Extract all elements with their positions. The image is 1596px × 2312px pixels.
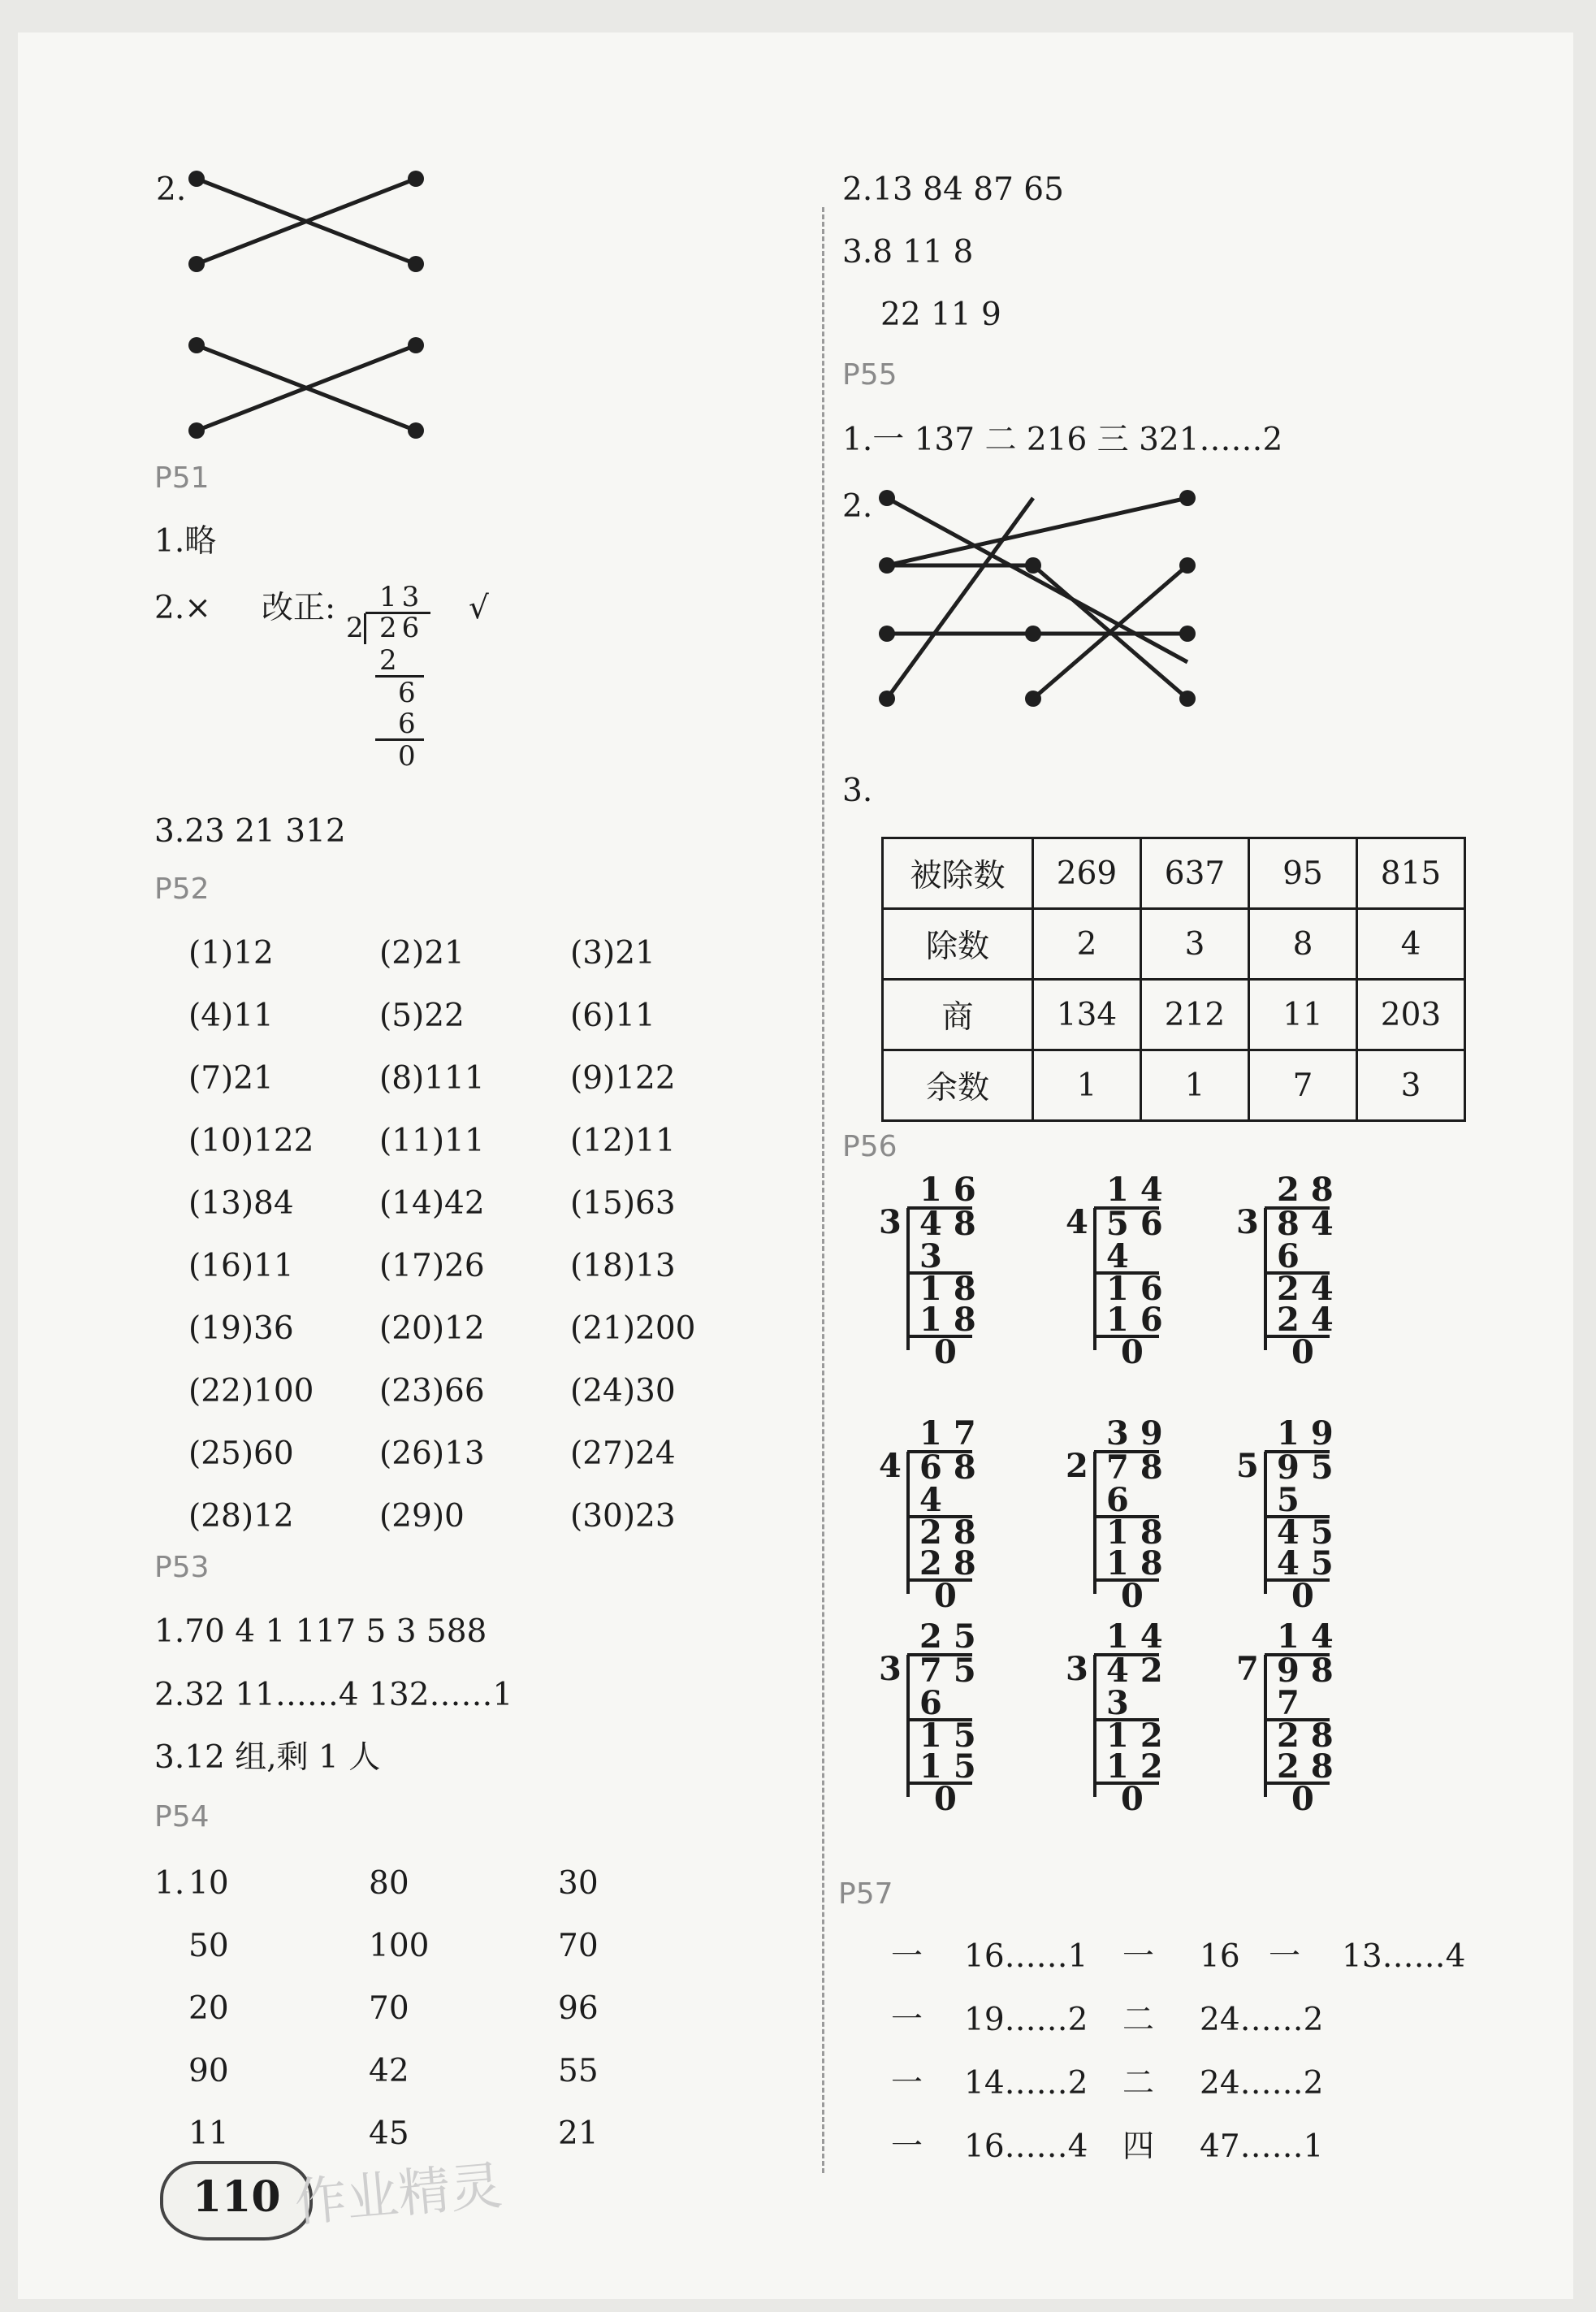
quotient: 14 xyxy=(1106,1171,1174,1209)
long-division xyxy=(871,1617,1033,1818)
row-label: 除数 xyxy=(883,909,1033,980)
division-bracket xyxy=(906,1208,910,1350)
dividend: 68 xyxy=(919,1448,988,1487)
top-q2: 2.13 84 87 65 xyxy=(842,171,1064,208)
table-cell: 8 xyxy=(1249,909,1357,980)
table-row xyxy=(883,1050,1465,1121)
step: 15 xyxy=(919,1747,988,1786)
p57-item: 24……2 xyxy=(1200,2002,1324,2038)
p52-item: (3)21 xyxy=(570,935,655,972)
p57-item: 16 xyxy=(1200,1938,1240,1975)
step: 6 xyxy=(1277,1237,1311,1275)
division-bracket xyxy=(1093,1452,1096,1594)
p52-item: (8)111 xyxy=(379,1060,485,1097)
dividend: 95 xyxy=(1277,1448,1345,1487)
step: 2 xyxy=(379,644,397,677)
p52-item: (2)21 xyxy=(379,935,465,972)
row-label: 余数 xyxy=(883,1050,1033,1121)
remainder: 0 xyxy=(1121,1780,1155,1818)
p54-item: 96 xyxy=(558,1990,599,2027)
p52-item: (5)22 xyxy=(379,998,465,1034)
p54-item: 70 xyxy=(558,1928,599,1964)
p57-item: 一 xyxy=(891,2128,923,2165)
p52-item: (17)26 xyxy=(379,1248,485,1284)
long-division xyxy=(871,1171,1033,1371)
remainder: 0 xyxy=(1291,1577,1326,1615)
dividend: 48 xyxy=(919,1205,988,1243)
step: 6 xyxy=(1106,1481,1140,1519)
division-bracket xyxy=(906,1452,910,1594)
dividend: 56 xyxy=(1106,1205,1174,1243)
step: 28 xyxy=(919,1513,988,1552)
step: 18 xyxy=(1106,1513,1174,1552)
step: 18 xyxy=(919,1301,988,1339)
p52-item: (26)13 xyxy=(379,1435,485,1472)
p52-item: (29)0 xyxy=(379,1498,465,1535)
long-division xyxy=(1058,1617,1220,1818)
p55-q3-label: 3. xyxy=(842,773,873,809)
dividend: 75 xyxy=(919,1652,988,1690)
step: 18 xyxy=(919,1270,988,1308)
p52-item: (1)12 xyxy=(188,935,274,972)
header-p53: P53 xyxy=(154,1551,210,1584)
p52-item: (6)11 xyxy=(570,998,655,1034)
divisor: 3 xyxy=(879,1203,902,1241)
p57-item: 一 xyxy=(891,2065,923,2102)
table-cell: 4 xyxy=(1357,909,1465,980)
p53-q3: 3.12 组,剩 1 人 xyxy=(154,1739,381,1776)
p54-q1-label: 1. xyxy=(154,1865,185,1902)
remainder: 0 xyxy=(1121,1577,1155,1615)
page-number: 110 xyxy=(192,2172,281,2222)
p52-item: (15)63 xyxy=(570,1185,676,1222)
p52-item: (16)11 xyxy=(188,1248,294,1284)
table-cell: 212 xyxy=(1141,980,1249,1050)
divisor: 4 xyxy=(1066,1203,1088,1241)
p54-item: 90 xyxy=(188,2053,229,2089)
p54-item: 20 xyxy=(188,1990,229,2027)
p54-item: 100 xyxy=(369,1928,430,1964)
p54-item: 70 xyxy=(369,1990,409,2027)
header-p57: P57 xyxy=(838,1877,893,1911)
long-division xyxy=(1228,1414,1391,1615)
p52-item: (21)200 xyxy=(570,1310,696,1347)
step: 24 xyxy=(1277,1270,1345,1308)
answer-page xyxy=(18,32,1573,2299)
step: 24 xyxy=(1277,1301,1345,1339)
table-row xyxy=(883,909,1465,980)
step: 7 xyxy=(1277,1684,1311,1722)
p52-item: (20)12 xyxy=(379,1310,485,1347)
p51-q2-label: 2.× xyxy=(154,590,211,626)
remainder: 0 xyxy=(934,1333,968,1371)
p57-item: 一 xyxy=(1122,1938,1155,1975)
row-label: 商 xyxy=(883,980,1033,1050)
p57-item: 一 xyxy=(1269,1938,1301,1975)
header-p55: P55 xyxy=(842,358,897,392)
division-table xyxy=(881,837,1466,1122)
step: 6 xyxy=(919,1684,954,1722)
row-label: 被除数 xyxy=(883,838,1033,909)
header-p51: P51 xyxy=(154,461,210,495)
division-bracket xyxy=(906,1655,910,1797)
p57-item: 二 xyxy=(1122,2065,1155,2102)
divisor: 3 xyxy=(1236,1203,1259,1241)
divisor: 3 xyxy=(879,1650,902,1688)
divisor: 5 xyxy=(1236,1447,1259,1485)
p55-q1: 1.一 137 二 216 三 321……2 xyxy=(842,422,1283,458)
table-cell: 11 xyxy=(1249,980,1357,1050)
long-division xyxy=(1228,1171,1391,1371)
remainder: 0 xyxy=(398,740,416,773)
division-bracket xyxy=(1264,1655,1267,1797)
step: 45 xyxy=(1277,1513,1345,1552)
table-cell: 3 xyxy=(1141,909,1249,980)
long-division xyxy=(871,1414,1033,1615)
p54-item: 50 xyxy=(188,1928,229,1964)
p57-item: 一 xyxy=(891,1938,923,1975)
division-bracket xyxy=(1093,1208,1096,1350)
p57-item: 19……2 xyxy=(964,2002,1088,2038)
p52-item: (25)60 xyxy=(188,1435,294,1472)
table-cell: 7 xyxy=(1249,1050,1357,1121)
p52-item: (9)122 xyxy=(570,1060,676,1097)
remainder: 0 xyxy=(1121,1333,1155,1371)
dividend: 84 xyxy=(1277,1205,1345,1243)
p57-item: 16……1 xyxy=(964,1938,1088,1975)
p57-item: 16……4 xyxy=(964,2128,1088,2165)
p51-q1: 1.略 xyxy=(154,523,217,560)
remainder: 0 xyxy=(1291,1780,1326,1818)
table-cell: 1 xyxy=(1033,1050,1141,1121)
p52-item: (24)30 xyxy=(570,1373,676,1409)
step: 16 xyxy=(1106,1270,1174,1308)
p52-item: (4)11 xyxy=(188,998,274,1034)
long-division xyxy=(1228,1617,1391,1818)
table-cell: 269 xyxy=(1033,838,1141,909)
table-cell: 2 xyxy=(1033,909,1141,980)
p52-item: (14)42 xyxy=(379,1185,485,1222)
p52-item: (7)21 xyxy=(188,1060,274,1097)
p51-q3: 3.23 21 312 xyxy=(154,813,346,850)
step: 6 xyxy=(398,677,416,709)
remainder: 0 xyxy=(934,1577,968,1615)
table-cell: 95 xyxy=(1249,838,1357,909)
step: 3 xyxy=(1106,1684,1140,1722)
division-bracket xyxy=(1264,1208,1267,1350)
step: 18 xyxy=(1106,1544,1174,1582)
remainder: 0 xyxy=(1291,1333,1326,1371)
p52-item: (28)12 xyxy=(188,1498,294,1535)
table-cell: 637 xyxy=(1141,838,1249,909)
table-cell: 203 xyxy=(1357,980,1465,1050)
quotient: 19 xyxy=(1277,1414,1345,1453)
step: 15 xyxy=(919,1717,988,1755)
p54-item: 42 xyxy=(369,2053,409,2089)
p54-item: 80 xyxy=(369,1865,409,1902)
dividend: 98 xyxy=(1277,1652,1345,1690)
p53-q2: 2.32 11……4 132……1 xyxy=(154,1677,513,1713)
watermark: 作业精灵 xyxy=(292,2155,505,2234)
division-bracket xyxy=(1264,1452,1267,1594)
table-cell: 815 xyxy=(1357,838,1465,909)
p54-item: 55 xyxy=(558,2053,599,2089)
p52-item: (19)36 xyxy=(188,1310,294,1347)
check-mark: √ xyxy=(469,590,489,626)
dividend: 78 xyxy=(1106,1448,1174,1487)
p51-correction-label: 改正: xyxy=(262,590,336,626)
p54-item: 11 xyxy=(188,2115,229,2152)
step: 12 xyxy=(1106,1717,1174,1755)
p55-q2-label: 2. xyxy=(842,488,873,525)
long-division xyxy=(1058,1171,1220,1371)
p52-item: (13)84 xyxy=(188,1185,294,1222)
divisor: 7 xyxy=(1236,1650,1259,1688)
p57-item: 24……2 xyxy=(1200,2065,1324,2102)
quotient: 17 xyxy=(919,1414,988,1453)
p52-item: (30)23 xyxy=(570,1498,676,1535)
long-division xyxy=(1058,1414,1220,1615)
quotient: 25 xyxy=(919,1617,988,1656)
page-number-badge xyxy=(160,2161,306,2234)
p54-item: 30 xyxy=(558,1865,599,1902)
step: 45 xyxy=(1277,1544,1345,1582)
divisor: 2 xyxy=(346,612,364,644)
table-cell: 1 xyxy=(1141,1050,1249,1121)
top-q3b: 22 11 9 xyxy=(880,297,1001,333)
quotient: 39 xyxy=(1106,1414,1174,1453)
header-p56: P56 xyxy=(842,1130,897,1163)
p52-item: (23)66 xyxy=(379,1373,485,1409)
table-cell: 3 xyxy=(1357,1050,1465,1121)
step: 4 xyxy=(1106,1237,1140,1275)
p57-item: 一 xyxy=(891,2002,923,2038)
step: 6 xyxy=(398,708,416,740)
p57-item: 13……4 xyxy=(1342,1938,1466,1975)
p52-item: (27)24 xyxy=(570,1435,676,1472)
p52-item: (12)11 xyxy=(570,1123,676,1159)
top-q3a: 3.8 11 8 xyxy=(842,234,974,271)
step: 12 xyxy=(1106,1747,1174,1786)
dividend: 42 xyxy=(1106,1652,1174,1690)
q2-label: 2. xyxy=(156,171,187,208)
table-row xyxy=(883,838,1465,909)
step: 4 xyxy=(919,1481,954,1519)
p57-item: 14……2 xyxy=(964,2065,1088,2102)
p53-q1: 1.70 4 1 117 5 3 588 xyxy=(154,1613,487,1650)
step: 28 xyxy=(1277,1747,1345,1786)
p57-item: 四 xyxy=(1122,2128,1155,2165)
quotient: 14 xyxy=(1106,1617,1174,1656)
quotient: 13 xyxy=(379,581,425,613)
p52-item: (11)11 xyxy=(379,1123,485,1159)
header-p54: P54 xyxy=(154,1800,210,1834)
step: 5 xyxy=(1277,1481,1311,1519)
division-bracket xyxy=(1093,1655,1096,1797)
step: 16 xyxy=(1106,1301,1174,1339)
quotient: 14 xyxy=(1277,1617,1345,1656)
header-p52: P52 xyxy=(154,872,210,906)
divisor: 4 xyxy=(879,1447,902,1485)
dividend: 26 xyxy=(379,612,425,644)
p54-item: 21 xyxy=(558,2115,599,2152)
step: 28 xyxy=(1277,1717,1345,1755)
matching-lines-right xyxy=(18,32,1317,764)
quotient: 28 xyxy=(1277,1171,1345,1209)
p52-item: (22)100 xyxy=(188,1373,314,1409)
p54-item: 45 xyxy=(369,2115,409,2152)
quotient: 16 xyxy=(919,1171,988,1209)
divisor: 2 xyxy=(1066,1447,1088,1485)
remainder: 0 xyxy=(934,1780,968,1818)
p57-item: 二 xyxy=(1122,2002,1155,2038)
p52-item: (18)13 xyxy=(570,1248,676,1284)
table-row xyxy=(883,980,1465,1050)
table-cell: 134 xyxy=(1033,980,1141,1050)
p52-item: (10)122 xyxy=(188,1123,314,1159)
divisor: 3 xyxy=(1066,1650,1088,1688)
p57-item: 47……1 xyxy=(1200,2128,1324,2165)
step: 28 xyxy=(919,1544,988,1582)
p54-item: 10 xyxy=(188,1865,229,1902)
step: 3 xyxy=(919,1237,954,1275)
